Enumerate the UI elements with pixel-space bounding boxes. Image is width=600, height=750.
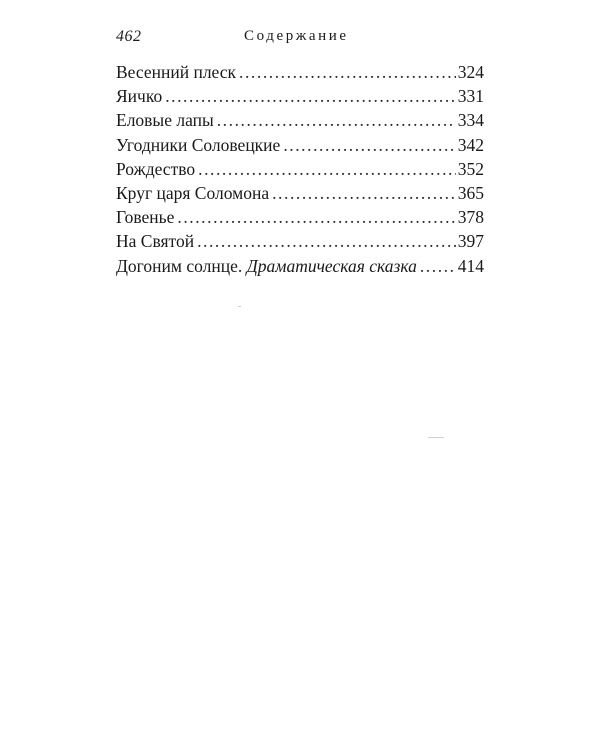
table-of-contents bbox=[116, 62, 484, 280]
dot-leader bbox=[217, 110, 456, 131]
dot-leader bbox=[239, 62, 456, 83]
dot-leader bbox=[197, 231, 456, 252]
toc-entry bbox=[116, 207, 484, 231]
toc-entry-page: 397 bbox=[457, 231, 484, 252]
dot-leader bbox=[177, 207, 455, 228]
toc-entry bbox=[116, 135, 484, 159]
toc-entry-title: Яичко bbox=[116, 86, 163, 107]
toc-entry-subtitle: Драматическая сказка bbox=[246, 255, 417, 276]
paper-speck bbox=[238, 306, 241, 307]
toc-entry-page: 365 bbox=[457, 182, 484, 203]
toc-entry-title: Угодники Соловецкие bbox=[116, 134, 281, 155]
toc-entry-page: 331 bbox=[457, 86, 484, 107]
toc-entry-title: Весенний плеск bbox=[116, 62, 237, 82]
running-title: Содержание bbox=[244, 28, 349, 44]
toc-entry-title: Говенье bbox=[116, 207, 175, 228]
toc-entry-main-title: Догоним солнце. bbox=[116, 255, 247, 276]
toc-entry-title: На Святой bbox=[116, 231, 195, 252]
toc-entry-title: Рождество bbox=[116, 158, 196, 179]
toc-entry-page: 342 bbox=[457, 134, 484, 155]
toc-entry-page: 352 bbox=[457, 158, 484, 179]
toc-entry-title bbox=[116, 256, 417, 277]
toc-entry bbox=[116, 110, 484, 134]
toc-entry bbox=[116, 159, 484, 183]
toc-entry bbox=[116, 183, 484, 207]
dot-leader bbox=[198, 159, 456, 180]
toc-entry bbox=[116, 62, 484, 86]
page-number: 462 bbox=[116, 28, 142, 45]
paper-speck bbox=[428, 437, 444, 438]
dot-leader bbox=[283, 135, 455, 156]
toc-entry-title: Еловые лапы bbox=[116, 110, 214, 131]
toc-entry bbox=[116, 86, 484, 110]
toc-entry bbox=[116, 256, 484, 280]
dot-leader bbox=[272, 183, 456, 204]
dot-leader bbox=[165, 86, 456, 107]
toc-entry-page: 378 bbox=[457, 207, 484, 228]
toc-entry-title: Круг царя Соломона bbox=[116, 182, 270, 203]
dot-leader bbox=[420, 256, 456, 277]
toc-entry-page: 334 bbox=[457, 110, 484, 131]
toc-entry-page: 324 bbox=[457, 62, 484, 82]
toc-entry-page: 414 bbox=[457, 255, 484, 276]
toc-entry bbox=[116, 231, 484, 255]
